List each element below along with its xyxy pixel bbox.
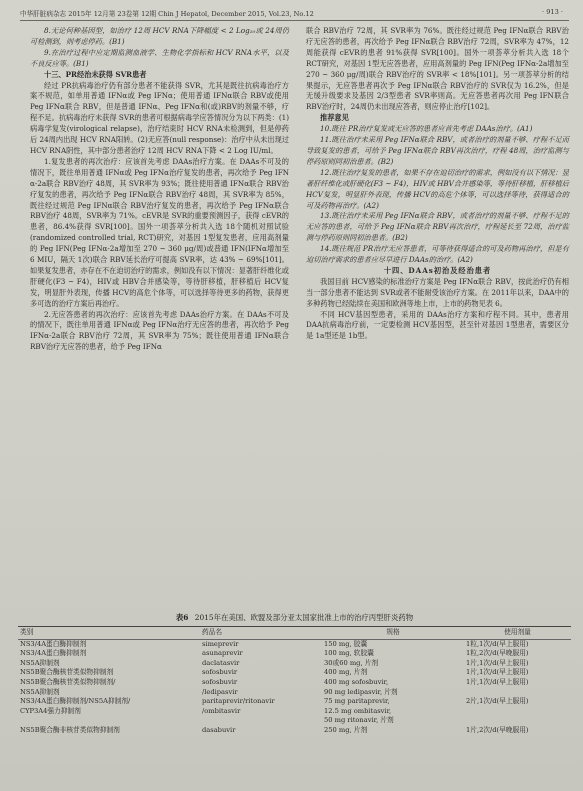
drug-name-cell-line: daclatasvir — [202, 658, 240, 667]
dosage-cell — [464, 659, 571, 669]
paragraph: 11.既往治疗未采用 Peg IFNα联合 RBV，或者治疗的剂量不够、疗程不足而导致复发的患者，可给予 Peg IFNα联合 RBV再次治疗，疗程 48周，治疗监测与停药原则同初治患者。(B2) — [306, 135, 569, 166]
dosage-cell-line: 2片,1次/d(早上服用) — [466, 697, 529, 706]
drug-name-cell — [200, 678, 322, 697]
dosage-cell-line: 1片,2次/d(早晚服用) — [466, 725, 529, 734]
table-body — [18, 639, 571, 735]
category-cell-line: NS5A抑制剂 — [20, 658, 60, 667]
header-drug-name: 药品名 — [200, 627, 322, 640]
dosage-cell — [464, 697, 571, 726]
category-cell-line: NS5A抑制剂 — [20, 687, 60, 696]
table-row — [18, 639, 571, 649]
drug-name-cell-line: /ledipasvir — [202, 687, 238, 696]
paragraph: 8.无论何种基因型，如治疗 12周 HCV RNA下降幅度 < 2 Log₁₀或 24周仍可检测到，则考虑停药。(B1) — [30, 26, 289, 46]
dosage-cell — [464, 678, 571, 697]
paragraph: 1.复发患者的再次治疗：应该首先考虑 DAAs治疗方案。在 DAAs不可及的情况下，既往单用普通 IFNα或 Peg IFNα治疗复发的患者，再次给予 Peg IFN α-2a联合 RBV治疗 48周，其 SVR率为 93%；既往使用普通 IFNα联合 RBV治疗复发的患者，再次给予 Peg IFNα联合 RBV治疗 48周，其 SVR率为 85%，既往经过规范 Peg IFNα联合 RBV治疗复发的患者，再次给予 Peg IFNα联合 RBV治疗 48周，SVR率为 71%。cEVR是 SVR的重要预测因子，获得 cEVR的患者，86.4%获得 SVR[100]。国外一项荟萃分析共入选 18个随机对照试验(randomized controlled trial, RCT)研究，对基因 1型复发患者，应用高剂量的 Peg IFN(Peg IFNα-2a增加至 270 ~ 360 μg/周)或普通 IFN(IFNα增加至 6 MIU，隔天 1次)联合 RBV延长治疗可提高 SVR率，达 43% ~ 69%[101]。如果复发患者，亦存在不在迫切治疗的需求，例如没有以下情况：显著肝纤维化或肝硬化(F3 ~ F4)，HIV或 HBV合并感染等，等待肝移植，肝移植后 HCV复发，明显肝外表现，传播 HCV的高危个体等，可以选择等待更多的药物，获得更多可选的治疗方案后再治疗。 — [30, 156, 289, 308]
specification-cell-line: 400 mg, 片剂 — [324, 668, 368, 677]
dosage-cell-line: 1粒,2次/d(早晚服用) — [466, 649, 529, 658]
category-cell — [18, 678, 200, 697]
specification-cell — [322, 668, 464, 678]
paragraph: 10.既往 PR治疗复发或无应答的患者应首先考虑 DAAs治疗。(A1) — [320, 124, 533, 134]
table-row — [18, 668, 571, 678]
paragraph: 我国目前 HCV感染的标准治疗方案是 Peg IFNα联合 RBV，按此治疗仍有相当一部分患者不能达到 SVR或者不能耐受该治疗方案。在 2011年以来，DAA中的多种药物已经陆续在美国和欧洲等地上市，上市的药物见表 6。 — [306, 276, 569, 308]
drug-name-cell — [200, 659, 322, 669]
drug-name-cell-line: /ombitasvir — [202, 706, 241, 715]
specification-cell — [322, 697, 464, 726]
specification-cell-line: 75 mg paritaprevir, — [324, 697, 390, 706]
category-cell-line: NS5B聚合酶核苷类似物抑制剂/ — [20, 677, 116, 686]
table-6 — [18, 612, 571, 736]
left-text-column — [30, 26, 289, 353]
section-heading: 推荐意见 — [320, 113, 349, 123]
drug-name-cell-line: sofosbuvir — [202, 677, 238, 686]
page-number: · 913 · — [542, 8, 563, 16]
drug-name-cell — [200, 668, 322, 678]
specification-cell — [322, 726, 464, 736]
specification-cell-line: 90 mg ledipasvir, 片剂 — [324, 687, 398, 696]
category-cell — [18, 697, 200, 726]
category-cell — [18, 639, 200, 649]
table-row — [18, 659, 571, 669]
category-cell-line: CYP3A4强力抑制剂 — [20, 706, 81, 715]
dosage-cell-line: 1粒,1次/d(早上服用) — [466, 639, 529, 648]
category-cell-line: NS5B聚合酶非核苷类似物抑制剂 — [20, 725, 120, 734]
header-category: 类别 — [18, 627, 200, 640]
category-cell-line: NS3/4A蛋白酶抑制剂 — [20, 639, 87, 648]
paragraph: 13.既往治疗未采用 Peg IFNα联合 RBV，或者治疗的剂量不够、疗程不足的无应答的患者，可给予 Peg IFNα联合 RBV再次治疗，疗程延长至 72周，治疗监测与停药原则同初治患者。(B2) — [306, 211, 569, 243]
dosage-cell — [464, 649, 571, 659]
category-cell-line: NS3/4A蛋白酶抑制剂/NS5A抑制剂/ — [20, 697, 131, 706]
paragraph: 14.既往规范 PR治疗无应答患者，可等待获得适合的可及药物再治疗，但是有迫切治疗需求的患者应尽早进行 DAAs的治疗。(A2) — [306, 244, 569, 265]
journal-citation: 中华肝脏病杂志 2015年 12月第 23卷第 12期 Chin J Hepatol, December 2015, Vol.23, No.12 — [20, 10, 314, 18]
paragraph: 联合 RBV治疗 72周，其 SVR率为 76%。既往经过规范 Peg IFNα联合 RBV治疗无应答的患者，再次给予 Peg IFNα联合 RBV治疗 72周，SVR率为 47%，12周能获得 cEVR的患者 91%获得 SVR[100]。国外一项荟萃分析共入选 18个 RCT研究，对基因 1型无应答患者，应用高剂量的 Peg IFN(Peg IFNα-2a增加至 270 ~ 360 μg/周)联合 RBV治疗的 SVR率 < 18%[101]。另一项荟萃分析的结果提示，无应答患者再次予 Peg IFNα联合 RBV治疗的 SVR仅为 16.2%，但是无缓升级要求及基因 2/3型患者 SVR率则高。无应答患者再次用 Peg IFN联合 RBV治疗时，24周仍未出现应答者，则应停止治疗[102]。 — [306, 26, 569, 112]
table-row — [18, 726, 571, 736]
specification-cell — [322, 649, 464, 659]
specification-cell-line: 250 mg, 片剂 — [324, 725, 368, 734]
category-cell — [18, 649, 200, 659]
drug-table — [18, 626, 571, 736]
table-row — [18, 649, 571, 659]
category-cell-line: NS5B聚合酶核苷类似物抑制剂 — [20, 668, 114, 677]
specification-cell-line: 150 mg, 胶囊 — [324, 639, 368, 648]
dosage-cell-line: 1片,1次/d(早上服用) — [466, 658, 529, 667]
drug-name-cell — [200, 697, 322, 726]
paragraph: 不同 HCV基因型患者，采用的 DAAs治疗方案和疗程不同。其中，患者用 DAA抗病毒治疗前，一定要检测 HCV基因型，甚至针对基因 1型患者，需要区分是 1a型还是 1b型。 — [306, 309, 569, 341]
category-cell — [18, 668, 200, 678]
specification-cell-line: 12.5 mg ombitasvir, — [324, 706, 392, 715]
drug-name-cell — [200, 649, 322, 659]
right-text-column — [306, 26, 569, 342]
paragraph: 12.既往治疗复发的患者，如果不存在迫切治疗的需求，例如没有以下情况：显著肝纤维化或肝硬化(F3 ~ F4)，HIV或 HBV合并感染等，等待肝移植，肝移植后 HCV复发，明显肝外表现，传播 HCV的高危个体等，可以选择等待，获得适合的可及药物再治疗。(A2) — [306, 167, 569, 210]
specification-cell-line: 100 mg, 软胶囊 — [324, 649, 374, 658]
category-cell — [18, 659, 200, 669]
category-cell — [18, 726, 200, 736]
paragraph: 经过 PR抗病毒治疗仍有部分患者不能获得 SVR，尤其是既往抗病毒治疗方案不规范，如单用普通 IFNα或 Peg IFNα；使用普通 IFNα联合 RBV或使用 Peg IFNα联合 RBV，但是普通 IFNα、Peg IFNα和(或)RBV的剂量不够，疗程不足。抗病毒治疗未获得 SVR的患者可根据病毒学应答情况分为以下两类：(1)病毒学复发(virological relapse)，治疗结束时 HCV RNA未检测到，但是停药后 24周内出现 HCV RNA阳转。(2)无应答(null response)：治疗中从未出现过 HCV RNA阴性，其中部分患者治疗 12周 HCV RNA下降 < 2 Log IU/ml。 — [30, 80, 289, 155]
specification-cell — [322, 678, 464, 697]
running-header — [20, 6, 569, 21]
header-dosage: 使用剂量 — [464, 627, 571, 640]
dosage-cell — [464, 639, 571, 649]
drug-name-cell — [200, 639, 322, 649]
table-row — [18, 678, 571, 697]
dosage-cell — [464, 668, 571, 678]
table-caption — [18, 612, 571, 623]
paragraph: 2.无应答患者的再次治疗：应该首先考虑 DAAs治疗方案。在 DAAs不可及的情况下，既往单用普通 IFNα或 Peg IFNα治疗无应答的患者，再次给予 Peg IFNα-2a联合 RBV治疗 72周，其 SVR率为 75%；既往使用普通 IFNα联合 RBV治疗无应答的患者，给予 Peg IFNα — [30, 309, 289, 352]
drug-name-cell-line: asunaprevir — [202, 649, 243, 658]
specification-cell-line: 50 mg ritonavir, 片剂 — [324, 716, 394, 725]
specification-cell-line: 30或60 mg, 片剂 — [324, 658, 379, 667]
drug-name-cell — [200, 726, 322, 736]
dosage-cell-line: 1片,1次/d(早上服用) — [466, 677, 529, 686]
specification-cell-line: 400 mg sofosbuvir, — [324, 677, 389, 686]
specification-cell — [322, 639, 464, 649]
dosage-cell-line: 1片,1次/d(早上服用) — [466, 668, 529, 677]
drug-name-cell-line: paritaprevir/ritonavir — [202, 697, 275, 706]
drug-name-cell-line: simeprevir — [202, 639, 239, 648]
section-heading: 十三、PR经治未获得 SVR患者 — [44, 69, 147, 79]
table-header-row — [18, 627, 571, 640]
paragraph: 9.在治疗过程中应定期监测血液学、生物化学指标和 HCV RNA水平，以及不良反应等。(B1) — [30, 47, 289, 68]
category-cell-line: NS3/4A蛋白酶抑制剂 — [20, 649, 87, 658]
table-title: 2015年在美国、欧盟及部分亚太国家批准上市的治疗丙型肝炎药物 — [194, 613, 414, 622]
drug-name-cell-line: dasabuvir — [202, 725, 236, 734]
table-label: 表6 — [175, 613, 189, 622]
header-specification: 规格 — [322, 627, 464, 640]
table-row — [18, 697, 571, 726]
dosage-cell — [464, 726, 571, 736]
specification-cell — [322, 659, 464, 669]
drug-name-cell-line: sofosbuvir — [202, 668, 238, 677]
section-heading: 十四、DAAs初治及经治患者 — [383, 265, 492, 275]
